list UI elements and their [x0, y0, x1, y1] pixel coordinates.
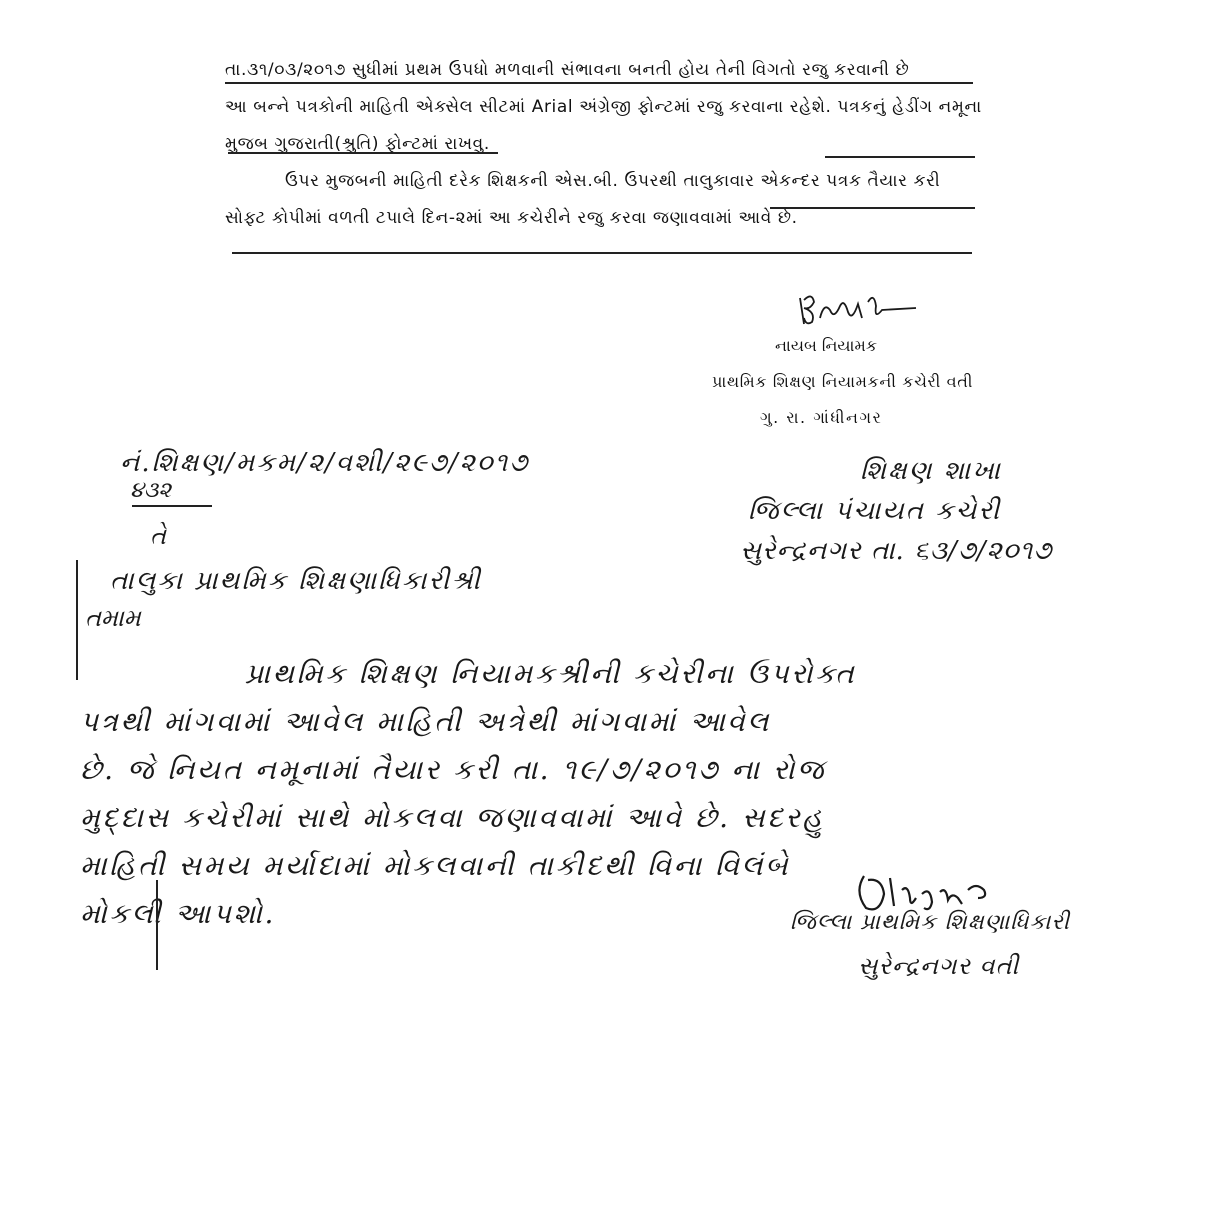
typed-line: તા.૩૧/૦૩/૨૦૧૭ સુધીમાં પ્રથમ ઉપધો મળવાની સંભાવના બનતી હોય તેની વિગતો રજુ કરવાની છે: [225, 60, 910, 80]
handwritten-addressee: તમામ: [85, 604, 141, 632]
handwritten-to: તે: [150, 522, 166, 550]
officer-office: પ્રાથમિક શિક્ષણ નિયામકની કચેરી વતી: [712, 372, 973, 391]
body-line: માહિતી સમય મર્યાદામાં મોકલવાની તાકીદથી વિના વિલંબે: [80, 849, 791, 882]
officer-signature-image: [790, 288, 920, 330]
underline-mark: [228, 152, 498, 154]
handwritten-office-line: સુરેન્દ્રનગર તા. ૬૩/૭/૨૦૧૭: [740, 536, 1053, 566]
body-line: પ્રાથમિક શિક્ષણ નિયામકશ્રીની કચેરીના ઉપરોક્ત: [245, 657, 857, 690]
body-line: છે. જે નિયત નમૂનામાં તૈયાર કરી તા. ૧૯/૭/૨૦૧૭ ના રોજ: [80, 753, 826, 786]
typed-line: સોફ્ટ કોપીમાં વળતી ટપાલે દિન-૨માં આ કચેરીને રજુ કરવા જણાવવામાં આવે છે.: [225, 208, 798, 228]
handwritten-ref-number-2: ૪૩૨: [130, 478, 172, 503]
handwritten-office-line: જિલ્લા પંચાયત કચેરી: [748, 496, 1002, 526]
underline-mark: [225, 82, 973, 84]
body-line: મોકલી આપશો.: [80, 897, 276, 930]
margin-stroke: [75, 560, 79, 680]
underline-mark: [132, 505, 212, 507]
margin-stroke: [155, 880, 159, 970]
handwritten-addressee: તાલુકા પ્રાથમિક શિક્ષણાધિકારીશ્રી: [110, 566, 482, 596]
handwritten-office-line: શિક્ષણ શાખા: [860, 456, 1002, 486]
body-line: મુદ્દાસ કચેરીમાં સાથે મોકલવા જણાવવામાં આવે છે. સદરહુ: [80, 801, 825, 834]
officer-title: નાયબ નિયામક: [775, 336, 878, 355]
underline-mark: [232, 252, 972, 254]
typed-paragraph: [225, 52, 985, 237]
underline-mark: [770, 207, 975, 209]
typed-line: મુજબ ગુજરાતી(શ્રુતિ) ફોન્ટમાં રાખવુ.: [225, 134, 490, 154]
underline-mark: [825, 156, 975, 158]
body-line: પત્રથી માંગવામાં આવેલ માહિતી અત્રેથી માંગવામાં આવેલ: [80, 705, 771, 738]
handwritten-body: [80, 650, 856, 938]
typed-line: ઉપર મુજબની માહિતી દરેક શિક્ષકની એસ.બી. ઉપરથી તાલુકાવાર એકન્દર પત્રક તૈયાર કરી: [285, 171, 941, 191]
typed-line: આ બન્ને પત્રકોની માહિતી એક્સેલ સીટમાં Arial અંગ્રેજી ફોન્ટમાં રજુ કરવાના રહેશે. પત્રકનું હેડીંગ નમૂના: [225, 97, 982, 117]
signatory-place: સુરેન્દ્રનગર વતી: [858, 952, 1020, 980]
officer-place: ગુ. રા. ગાંધીનગર: [760, 408, 883, 427]
signatory-title: જિલ્લા પ્રાથમિક શિક્ષણાધિકારી: [790, 910, 1071, 935]
handwritten-ref-number: નં.શિક્ષણ/મકમ/૨/વશી/૨૯૭/૨૦૧૭: [120, 448, 530, 478]
